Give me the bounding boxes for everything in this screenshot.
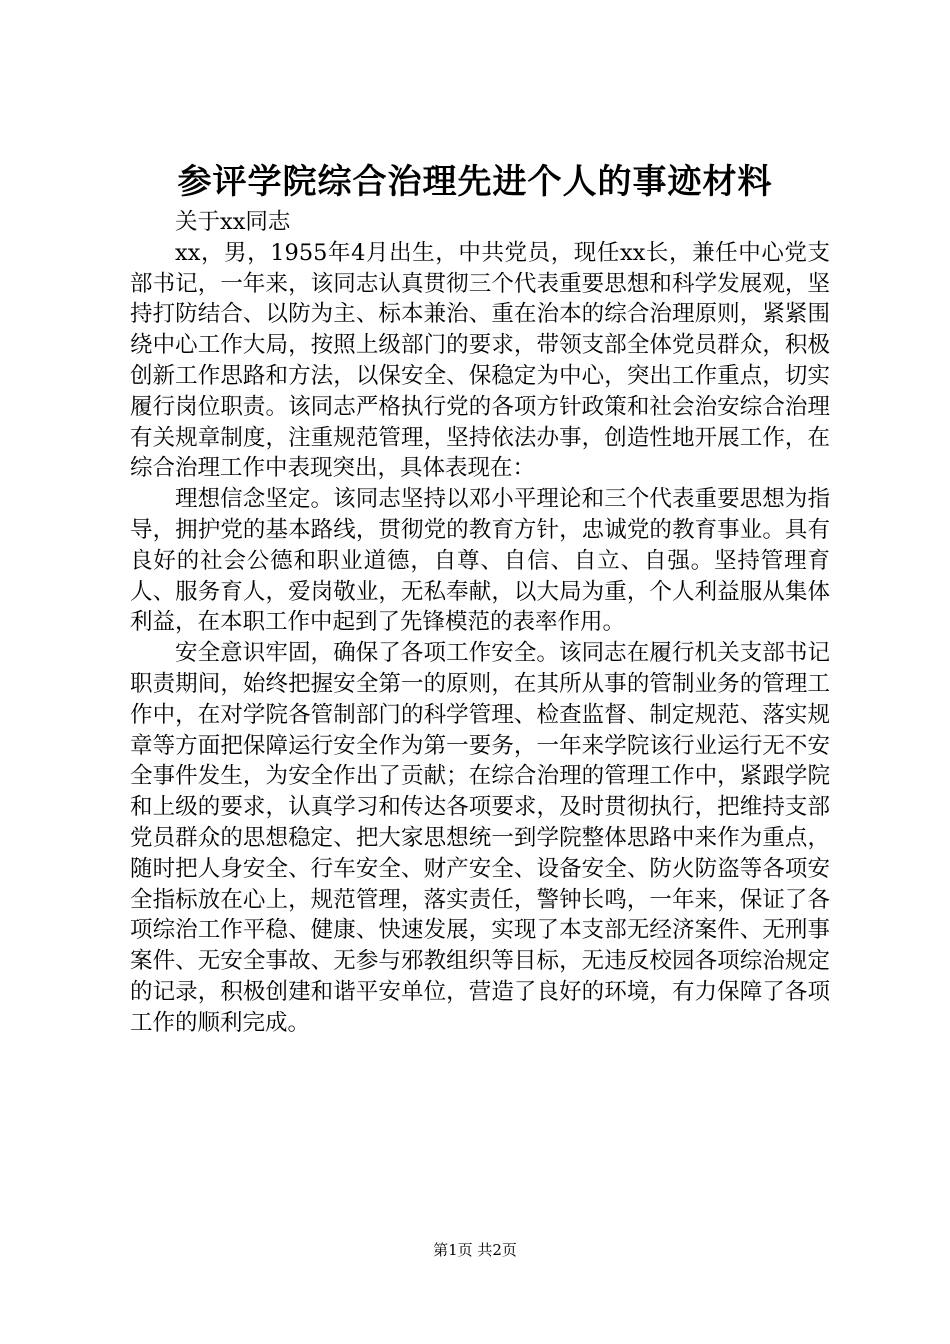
- paragraph-intro: 关于xx同志: [175, 209, 291, 235]
- paragraph-belief: 理想信念坚定。该同志坚持以邓小平理论和三个代表重要思想为指导，拥护党的基本路线，贯彻党的教育方针，忠诚党的教育事业。具有良好的社会公德和职业道德，自尊、自信、自立、自强。坚持管理育人、服务育人，爱岗敬业，无私奉献，以大局为重，个人利益服从集体利益，在本职工作中起到了先锋模范的表率作用。: [130, 486, 830, 636]
- paragraph-safety: 安全意识牢固，确保了各项工作安全。该同志在履行机关支部书记职责期间，始终把握安全第一的原则，在其所从事的管制业务的管理工作中，在对学院各管制部门的科学管理、检查监督、制定规范、落实规章等方面把保障运行安全作为第一要务，一年来学院该行业运行无不安全事件发生，为安全作出了贡献；在综合治理的管理工作中，紧跟学院和上级的要求，认真学习和传达各项要求，及时贯彻执行，把维持支部党员群众的思想稳定、把大家思想统一到学院整体思路中来作为重点，随时把人身安全、行车安全、财产安全、设备安全、防火防盗等各项安全指标放在心上，规范管理，落实责任，警钟长鸣，一年来，保证了各项综治工作平稳、健康、快速发展，实现了本支部无经济案件、无刑事案件、无安全事故、无参与邪教组织等目标，无违反校园各项综治规定的记录，积极创建和谐平安单位，营造了良好的环境，有力保障了各项工作的顺利完成。: [130, 640, 830, 1036]
- document-title: 参评学院综合治理先进个人的事迹材料: [177, 162, 773, 202]
- paragraph-profile: xx，男，1955年4月出生，中共党员，现任xx长，兼任中心党支部书记，一年来，该同志认真贯彻三个代表重要思想和科学发展观，坚持打防结合、以防为主、标本兼治、重在治本的综合治理原则，紧紧围绕中心工作大局，按照上级部门的要求，带领支部全体党员群众，积极创新工作思路和方法，以保安全、保稳定为中心，突出工作重点，切实履行岗位职责。该同志严格执行党的各项方针政策和社会治安综合治理有关规章制度，注重规范管理，坚持依法办事，创造性地开展工作，在综合治理工作中表现突出，具体表现在：: [130, 239, 830, 482]
- document-body: [130, 207, 830, 1039]
- page-footer: 第1页 共2页: [433, 1241, 517, 1259]
